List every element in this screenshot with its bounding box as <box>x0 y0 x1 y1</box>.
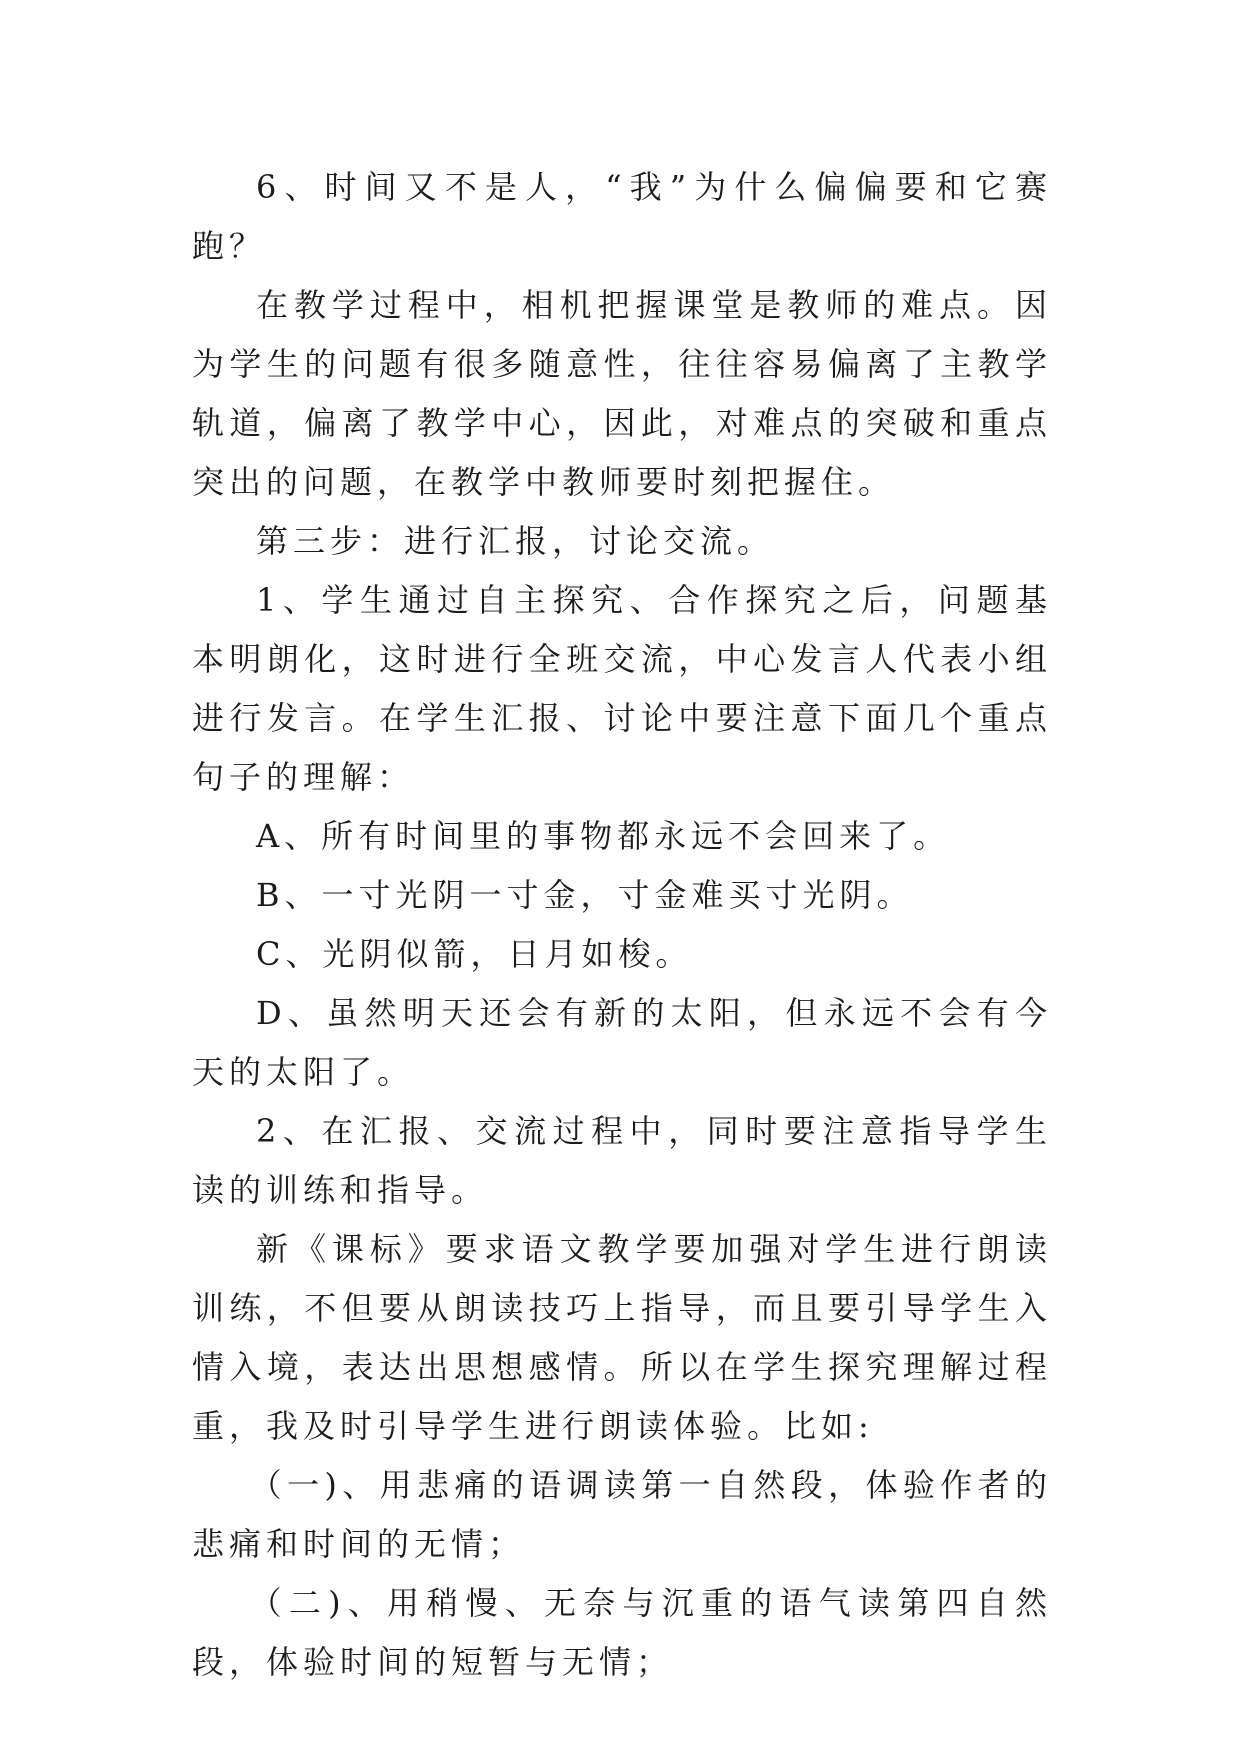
step-three-heading: 第三步：进行汇报，讨论交流。 <box>256 522 775 560</box>
reading-item-1-paragraph: （一)、用悲痛的语调读第一自然段，体验作者的悲痛和时间的无情； <box>192 1466 1052 1563</box>
report-item-2-paragraph: 2、在汇报、交流过程中，同时要注意指导学生读的训练和指导。 <box>192 1112 1052 1209</box>
key-sentence-b: B、一寸光阴一寸金，寸金难买寸光阴。 <box>256 876 914 914</box>
teaching-difficulty-paragraph: 在教学过程中，相机把握课堂是教师的难点。因为学生的问题有很多随意性，往往容易偏离了主教学轨道，偏离了教学中心，因此，对难点的突破和重点突出的问题，在教学中教师要时刻把握住。 <box>192 286 1052 501</box>
key-sentence-d: D、虽然明天还会有新的太阳，但永远不会有今天的太阳了。 <box>192 994 1052 1091</box>
question-6-paragraph: 6、时间又不是人，“我”为什么偏偏要和它赛跑？ <box>192 168 1052 265</box>
report-item-1-paragraph: 1、学生通过自主探究、合作探究之后，问题基本明朗化，这时进行全班交流，中心发言人代表小组进行发言。在学生汇报、讨论中要注意下面几个重点句子的理解： <box>192 581 1052 796</box>
reading-item-2-paragraph: （二)、用稍慢、无奈与沉重的语气读第四自然段，体验时间的短暂与无情； <box>192 1584 1052 1681</box>
key-sentence-a: A、所有时间里的事物都永远不会回来了。 <box>256 817 951 855</box>
key-sentence-c: C、光阴似箭，日月如梭。 <box>256 935 693 973</box>
document-body <box>192 158 1052 1692</box>
curriculum-standard-paragraph: 新《课标》要求语文教学要加强对学生进行朗读训练，不但要从朗读技巧上指导，而且要引导学生入情入境，表达出思想感情。所以在学生探究理解过程重，我及时引导学生进行朗读体验。比如: <box>192 1230 1052 1445</box>
